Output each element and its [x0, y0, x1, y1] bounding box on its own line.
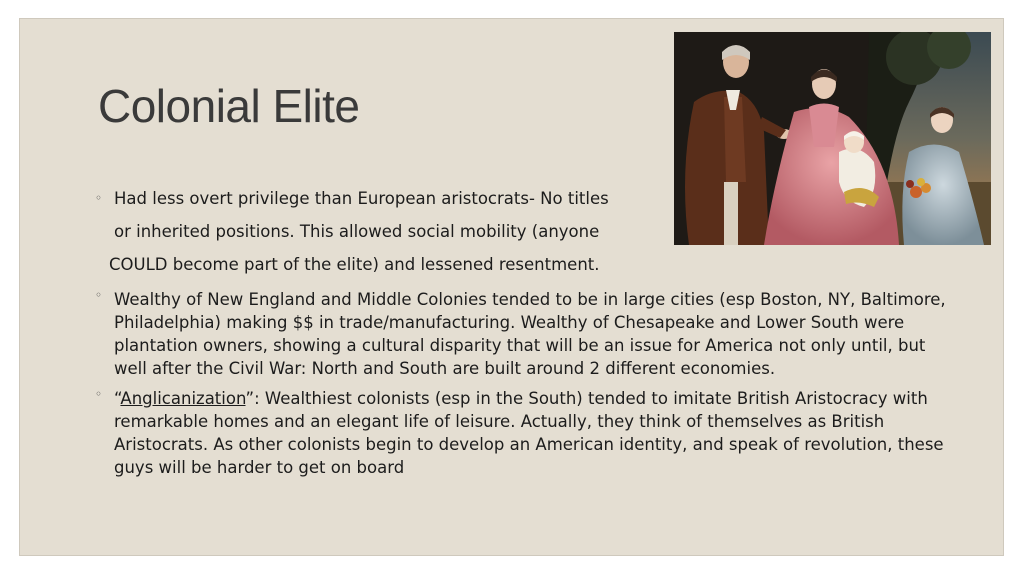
- anglicanization-term: Anglicanization: [120, 389, 246, 408]
- bullet-marker: ◦: [95, 288, 103, 302]
- bullet-text-rest: ”: Wealthiest colonists (esp in the South) tended to imitate British Aristocracy with remarkable homes and an elegant life of leisure. Actually, they think of themselves as British Aristocrats. As other colonists begin to develop an American identity, and speak of revolution, these guys will be harder to get on board: [114, 389, 944, 477]
- bullet-list: [93, 182, 953, 486]
- open-quote: “: [114, 389, 121, 408]
- slide-title: Colonial Elite: [98, 80, 360, 132]
- bullet-line: COULD become part of the elite) and lessened resentment.: [109, 255, 600, 274]
- bullet-line: Had less overt privilege than European aristocrats- No titles: [114, 189, 609, 208]
- bullet-marker: ◦: [95, 387, 103, 401]
- bullet-text: [114, 387, 953, 479]
- bullet-item-anglicanization: [93, 387, 953, 479]
- bullet-text: Wealthy of New England and Middle Colonies tended to be in large cities (esp Boston, NY, Baltimore, Philadelphia) making $$ in trade/manufacturing. Wealthy of Chesapeake and Lower South were plantation owners, showing a cultural disparity that will be an issue for America not only until, but well after the Civil War: North and South are built around 2 different economies.: [114, 290, 946, 378]
- bullet-item-wealthy-regions: [93, 288, 953, 380]
- bullet-line: or inherited positions. This allowed social mobility (anyone: [114, 222, 600, 241]
- bullet-item-privilege: [93, 182, 953, 281]
- bullet-marker: ◦: [95, 191, 103, 205]
- slide-canvas: [19, 18, 1004, 556]
